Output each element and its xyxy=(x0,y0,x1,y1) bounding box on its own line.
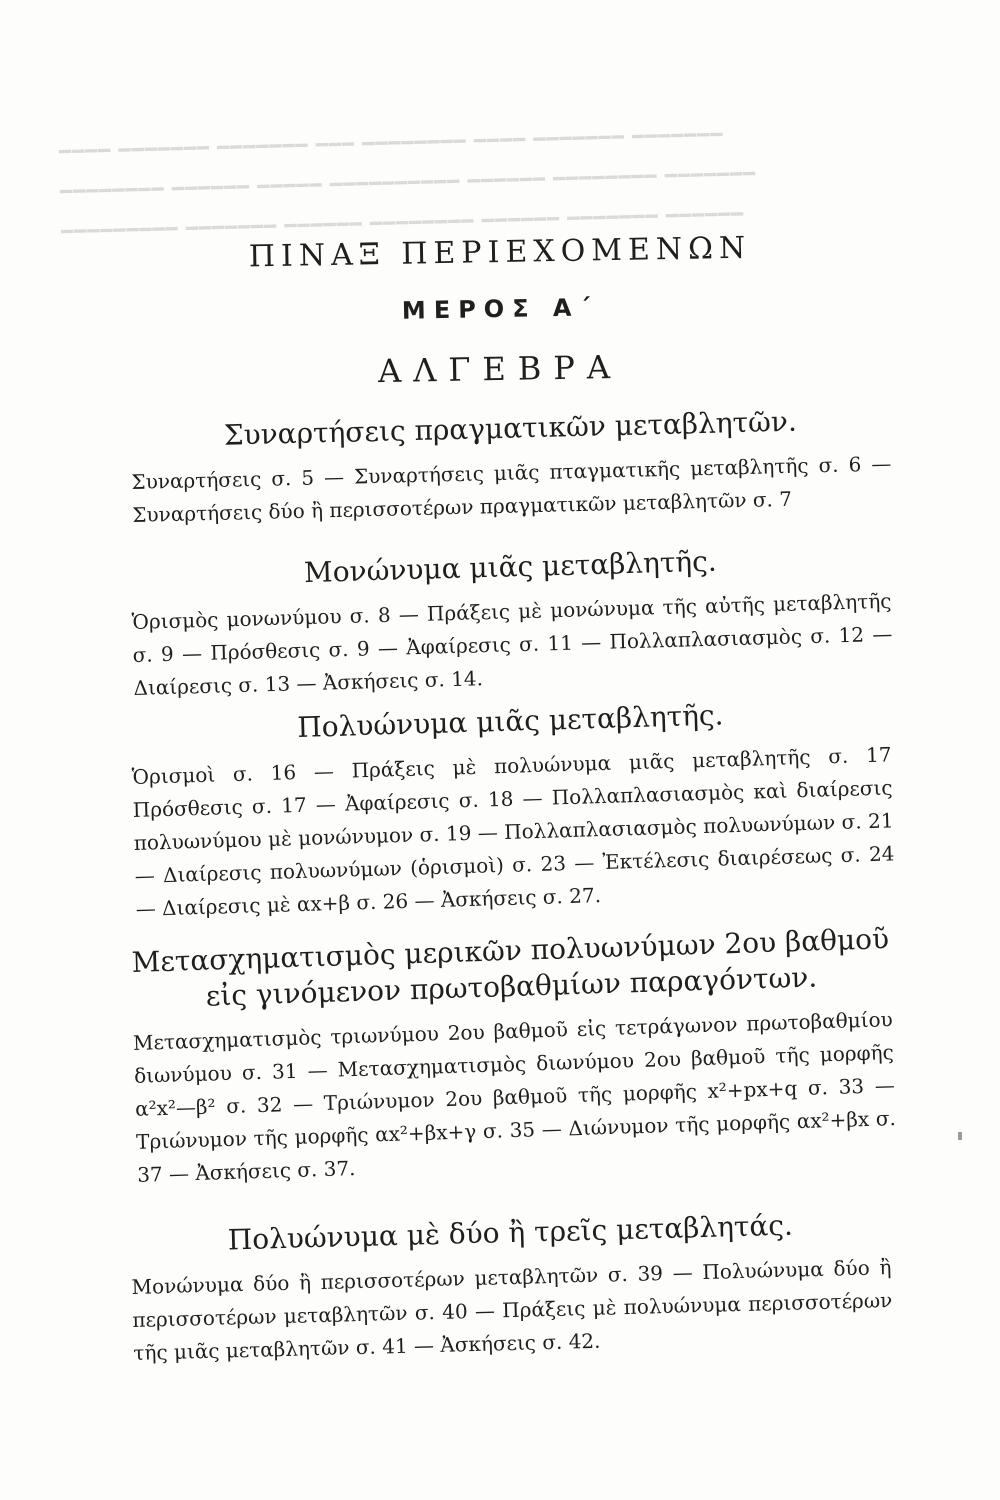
part-title: ΜΕΡΟΣ Α΄ xyxy=(401,293,599,325)
toc-section xyxy=(130,921,897,1192)
section-heading: Συναρτήσεις πραγματικῶν μεταβλητῶν. xyxy=(223,404,798,452)
toc-section xyxy=(130,539,894,705)
toc-section xyxy=(130,1205,894,1370)
scan-mark xyxy=(958,1132,962,1140)
section-heading: Πολυώνυμα μὲ δύο ἢ τρεῖς μεταβλητάς. xyxy=(227,1208,794,1257)
section-heading: Μετασχηματισμὸς μερικῶν πολυωνύμων 2ου βαθμοῦ εἰς γινόμενον πρωτοβαθμίων παραγόντων. xyxy=(131,922,890,1013)
show-through-text: ━━━━ ━━━━━━━ ━━━━━━━ ━━━ ━━━━━━━━ ━━━━ ━━━━━━━ ━━━━━━━ ━━━━━━━━ ━━━━━━ ━━━━━ ━━━━━━━━━━ ━━━━━━ ━━━━━━━━ ━━━━━━━ ━━━━━━━━━ ━━━━━━━ ━━━━━━ ━━━━━━━━ ━━━━━━ ━━━━━━━ ━━━━━━ xyxy=(58,122,757,244)
toc-section xyxy=(130,692,896,925)
section-heading: Πολυώνυμα μιᾶς μεταβλητῆς. xyxy=(296,698,724,745)
table-of-contents-title: ΠΙΝΑΞ ΠΕΡΙΕΧΟΜΕΝΩΝ xyxy=(248,230,752,275)
section-entries: Ὁρισμοὶ σ. 16 — Πράξεις μὲ πολυώνυμα μιᾶς μεταβλητῆς σ. 17 Πρόσθεσις σ. 17 — Ἀφαίρεσις σ. 18 — Πολλαπλασιασμὸς καὶ διαίρεσις πολυωνύμου μὲ μονώνυμον σ. 19 — Πολλαπλασιασμὸς πολυωνύμων σ. 21— Διαίρεσις πολυωνύμων (ὁρισμοὶ) σ. 23 — Ἐκτέλεσις διαιρέσεως σ. 24 — Διαίρεσις μὲ αx+β σ. 26 — Ἀσκήσεις σ. 27. xyxy=(131,742,895,921)
section-entries: Συναρτήσεις σ. 5 — Συναρτήσεις μιᾶς πταγματικῆς μεταβλητῆς σ. 6 — Συναρτήσεις δύο ἢ περισσοτέρων πραγματικῶν μεταβλητῶν σ. 7 xyxy=(131,451,892,527)
section-entries: Μονώνυμα δύο ἢ περισσοτέρων μεταβλητῶν σ. 39 — Πολυώνυμα δύο ἢ περισσοτέρων μεταβλητῶν σ. 40 — Πράξεις μὲ πολυώνυμα περισσοτέρων τῆς μιᾶς μεταβλητῶν σ. 41 — Ἀσκήσεις σ. 42. xyxy=(131,1255,893,1365)
toc-section xyxy=(130,401,893,532)
section-heading: Μονώνυμα μιᾶς μεταβλητῆς. xyxy=(303,544,718,590)
section-entries: Μετασχηματισμὸς τριωνύμου 2ου βαθμοῦ εἰς τετράγωνον πρωτοβαθμίου διωνύμου σ. 31 — Μετασχηματισμὸς διωνύμου 2ου βαθμοῦ τῆς μορφῆς α²x²—β² σ. 32 — Τριώνυμον 2ου βαθμοῦ τῆς μορφῆς x²+px+q σ. 33 — Τριώνυμον τῆς μορφῆς αx²+βx+γ σ. 35 — Διώνυμον τῆς μορφῆς αx²+βx σ. 37 — Ἀσκήσεις σ. 37. xyxy=(132,1007,897,1187)
book-title: ΑΛΓΕΒΡΑ xyxy=(377,347,623,391)
section-entries: Ὁρισμὸς μονωνύμου σ. 8 — Πράξεις μὲ μονώνυμα τῆς αὐτῆς μεταβλητῆς σ. 9 — Πρόσθεσις σ. 9 — Ἀφαίρεσις σ. 11 — Πολλαπλασιασμὸς σ. 12 — Διαίρεσις σ. 13 — Ἀσκήσεις σ. 14. xyxy=(131,588,893,700)
